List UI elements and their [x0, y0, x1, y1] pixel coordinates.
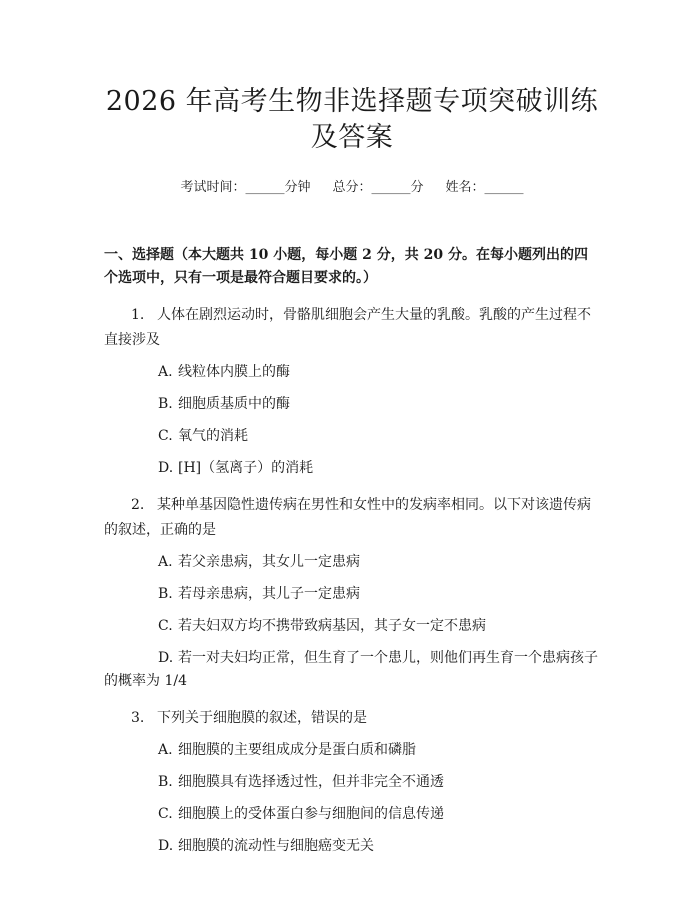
question-stem: [104, 493, 600, 543]
option-letter: B.: [158, 586, 173, 602]
score-label: 总分：: [332, 180, 372, 195]
option-text: 若一对夫妇均正常，但生育了一个患儿，则他们再生育一个患病孩子的概率为 1/4: [104, 650, 598, 689]
question-number: 1.: [131, 307, 145, 323]
option-a: [104, 551, 600, 574]
option-a: [104, 361, 600, 384]
option-letter: D.: [158, 838, 174, 854]
score-blank: ______: [371, 180, 411, 195]
option-text: 氧气的消耗: [178, 428, 248, 444]
option-list: [104, 739, 600, 858]
option-letter: C.: [158, 806, 173, 822]
option-letter: A.: [158, 364, 173, 380]
section-heading: 一、选择题（本大题共 10 小题，每小题 2 分，共 20 分。在每小题列出的四个选项中，只有一项是最符合题目要求的。）: [104, 247, 588, 286]
option-c: [104, 803, 600, 826]
option-letter: B.: [158, 396, 173, 412]
option-b: [104, 393, 600, 416]
name-blank: ______: [484, 180, 524, 195]
question-text: 人体在剧烈运动时，骨骼肌细胞会产生大量的乳酸。乳酸的产生过程不直接涉及: [104, 307, 591, 348]
option-text: 若父亲患病，其女儿一定患病: [178, 554, 360, 570]
score-unit: 分: [410, 180, 424, 195]
time-unit: 分钟: [284, 180, 311, 195]
exam-meta: [104, 178, 600, 198]
option-letter: D.: [158, 460, 174, 476]
option-letter: D.: [158, 650, 174, 666]
option-text: 若母亲患病，其儿子一定患病: [178, 586, 360, 602]
option-text: 细胞膜具有选择透过性，但并非完全不通透: [178, 774, 444, 790]
option-c: [104, 425, 600, 448]
option-text: 细胞膜的主要组成成分是蛋白质和磷脂: [178, 742, 416, 758]
option-letter: A.: [158, 554, 173, 570]
option-d: [104, 647, 600, 693]
time-blank: ______: [245, 180, 285, 195]
option-list: [104, 551, 600, 693]
option-a: [104, 739, 600, 762]
question-number: 3.: [131, 710, 145, 726]
option-text: 若夫妇双方均不携带致病基因，其子女一定不患病: [178, 618, 486, 634]
time-label: 考试时间：: [180, 180, 246, 195]
option-letter: A.: [158, 742, 173, 758]
question-number: 2.: [131, 497, 145, 513]
option-text: 线粒体内膜上的酶: [178, 364, 290, 380]
option-c: [104, 615, 600, 638]
option-letter: C.: [158, 618, 173, 634]
question-stem: [104, 706, 600, 731]
option-b: [104, 771, 600, 794]
question-3: [104, 706, 600, 858]
option-d: [104, 835, 600, 858]
question-text: 下列关于细胞膜的叙述，错误的是: [157, 710, 367, 726]
option-b: [104, 583, 600, 606]
option-text: 细胞膜的流动性与细胞癌变无关: [178, 838, 374, 854]
question-2: [104, 493, 600, 693]
name-label: 姓名：: [445, 180, 485, 195]
option-text: 细胞质基质中的酶: [178, 396, 290, 412]
option-letter: C.: [158, 428, 173, 444]
option-list: [104, 361, 600, 480]
question-text: 某种单基因隐性遗传病在男性和女性中的发病率相同。以下对该遗传病的叙述，正确的是: [104, 497, 591, 538]
question-1: [104, 303, 600, 480]
page-title: 2026 年高考生物非选择题专项突破训练及答案: [105, 86, 599, 153]
option-letter: B.: [158, 774, 173, 790]
option-text: 细胞膜上的受体蛋白参与细胞间的信息传递: [178, 806, 444, 822]
option-text: [H]（氢离子）的消耗: [178, 460, 314, 476]
option-d: [104, 457, 600, 480]
question-stem: [104, 303, 600, 353]
